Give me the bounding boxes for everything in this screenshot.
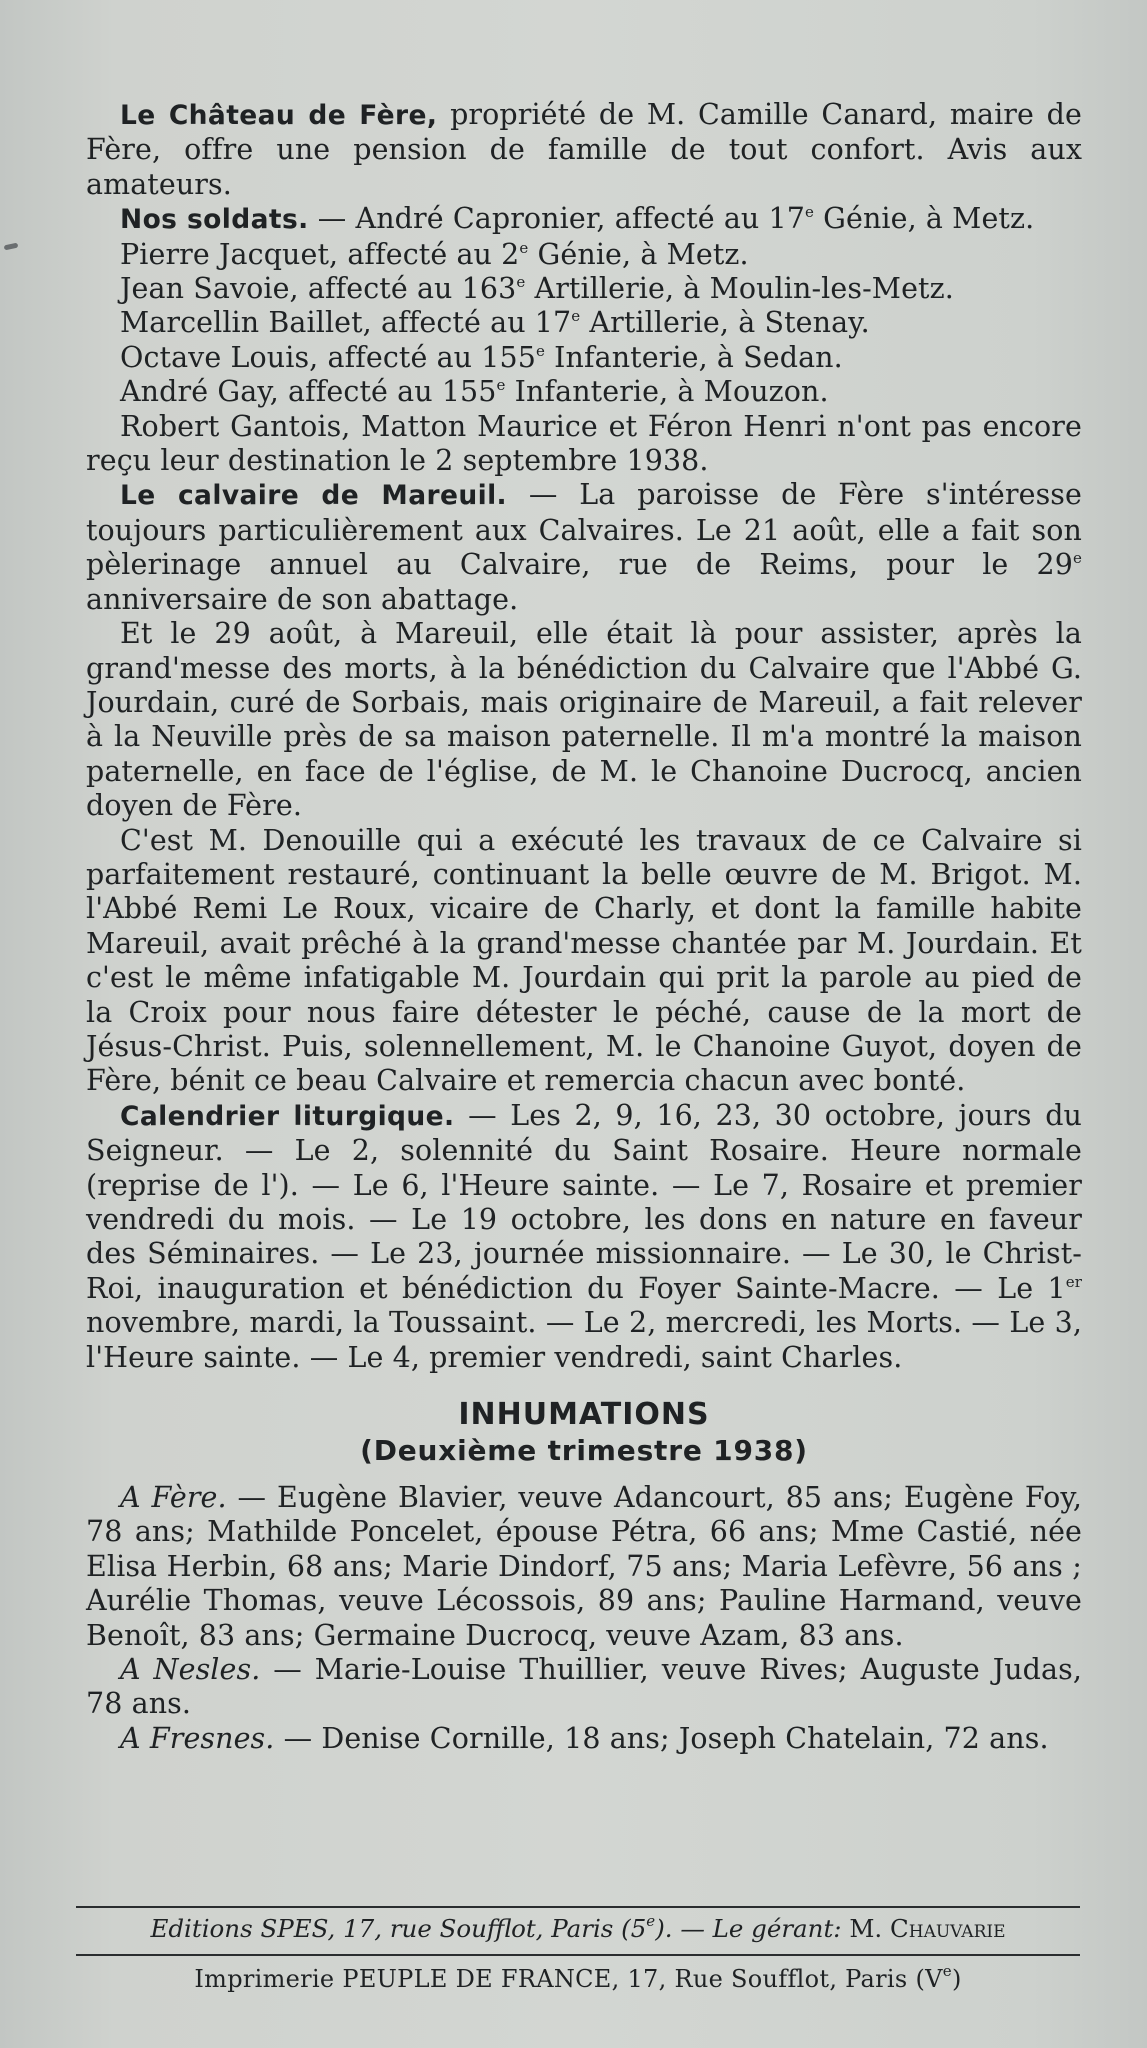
- soldier-sup: e: [571, 307, 581, 326]
- calendrier-text-a: — Les 2, 9, 16, 23, 30 octobre, jours du Seigneur. — Le 2, solennité du Saint Rosaire. Heure normale (reprise de l'). — Le 6, l'Heure sainte. — Le 7, Rosaire et premier vendredi du mois. — Le 19 octobre, les dons en nature en faveur des Séminaires. — Le 23, journée missionnaire. — Le 30, le Christ-Roi, inauguration et bénédiction du Foyer Sainte-Macre. — Le 1: [86, 1098, 1082, 1305]
- footer-editions-sup: e: [646, 1912, 656, 1930]
- footer-editions-end: ). — Le gérant:: [655, 1914, 842, 1943]
- calendrier-heading: Calendrier liturgique.: [120, 1100, 455, 1132]
- soldier-text: Artillerie, à Moulin-les-Metz.: [525, 272, 954, 306]
- soldier-text: Génie, à Metz.: [528, 237, 749, 271]
- soldats-heading: Nos soldats.: [120, 204, 309, 236]
- soldier-line: [86, 306, 1082, 340]
- footer-editions-text: Editions SPES, 17, rue Soufflot, Paris (5: [150, 1914, 647, 1943]
- calvaire-text-1b: anniversaire de son abattage.: [86, 582, 519, 616]
- calendrier-sup: er: [1065, 1272, 1082, 1291]
- inhumations-subtitle: (Deuxième trimestre 1938): [360, 1434, 808, 1468]
- soldier-sup: e: [516, 273, 526, 292]
- footer-imprimerie: [70, 1962, 1086, 1996]
- margin-mark: [4, 243, 19, 251]
- soldier-text: André Gay, affecté au 155: [120, 375, 497, 409]
- soldats-intro: — André Capronier, affecté au 17: [308, 202, 805, 236]
- soldats-intro-end: Génie, à Metz.: [813, 202, 1035, 236]
- soldier-line: [86, 341, 1082, 375]
- footer-imprimerie-text: Imprimerie PEUPLE DE FRANCE, 17, Rue Soufflot, Paris (V: [194, 1965, 943, 1993]
- calendrier-text-b: novembre, mardi, la Toussaint. — Le 2, mercredi, les Morts. — Le 3, l'Heure sainte. — Le 4, premier vendredi, saint Charles.: [86, 1306, 1082, 1374]
- soldier-text: Infanterie, à Sedan.: [544, 340, 843, 374]
- soldats-intro-sup: e: [805, 203, 814, 222]
- inhumation-text: — Eugène Blavier, veuve Adancourt, 85 ans; Eugène Foy, 78 ans; Mathilde Poncelet, épouse Pétra, 66 ans; Mme Castié, née Elisa Herbin, 68 ans; Marie Dindorf, 75 ans; Maria Lefèvre, 56 ans ; Aurélie Thomas, veuve Lécossois, 89 ans; Pauline Harmand, veuve Benoît, 83 ans; Germaine Ducrocq, veuve Azam, 83 ans.: [86, 1481, 1082, 1652]
- soldier-text: Octave Louis, affecté au 155: [120, 340, 536, 374]
- footer-imprimerie-end: ): [951, 1965, 962, 1993]
- inhumation-place: A Fresnes.: [120, 1721, 275, 1755]
- inhumation-place: A Nesles.: [120, 1653, 261, 1687]
- soldier-text: Pierre Jacquet, affecté au 2: [120, 237, 520, 271]
- footer-rule-bottom: [76, 1954, 1080, 1956]
- inhumation-entry: [86, 1481, 1082, 1653]
- inhumation-text: — Marie-Louise Thuillier, veuve Rives; Auguste Judas, 78 ans.: [86, 1653, 1082, 1721]
- soldier-text: Jean Savoie, affecté au 163: [120, 272, 517, 306]
- calendrier-paragraph: [86, 1099, 1082, 1375]
- inhumations-title: INHUMATIONS: [458, 1397, 710, 1433]
- footer-editions: [70, 1912, 1086, 1946]
- footer-gerant: M. Chauvarie: [849, 1914, 1006, 1943]
- footer-rule-top: [76, 1906, 1080, 1908]
- calvaire-paragraph-1: [86, 478, 1082, 617]
- soldats-paragraph: [86, 202, 1082, 237]
- calvaire-heading: Le calvaire de Mareuil.: [120, 480, 508, 512]
- soldats-closing: Robert Gantois, Matton Maurice et Féron Henri n'ont pas encore reçu leur destination le 2 septembre 1938.: [86, 409, 1082, 478]
- calvaire-sup: e: [1073, 549, 1082, 568]
- inhumation-place: A Fère.: [120, 1481, 227, 1515]
- soldier-text: Artillerie, à Stenay.: [580, 306, 870, 340]
- footer-imprimerie-sup: e: [942, 1962, 952, 1980]
- soldier-line: [86, 238, 1082, 272]
- calvaire-text-1a: — La paroisse de Fère s'intéresse toujours particulièrement aux Calvaires. Le 21 août, elle a fait son pèlerinage annuel au Calvaire, rue de Reims, pour le 29: [86, 478, 1082, 582]
- soldier-sup: e: [519, 238, 529, 257]
- soldier-sup: e: [496, 376, 506, 395]
- calvaire-paragraph-3: C'est M. Denouille qui a exécuté les travaux de ce Calvaire si parfaitement restauré, continuant la belle œuvre de M. Brigot. M. l'Abbé Remi Le Roux, vicaire de Charly, et dont la famille habite Mareuil, avait prêché à la grand'messe chantée par M. Jourdain. Et c'est le même infatigable M. Jourdain qui prit la parole au pied de la Croix pour nous faire détester le péché, cause de la mort de Jésus-Christ. Puis, solennellement, M. le Chanoine Guyot, doyen de Fère, bénit ce beau Calvaire et remercia chacun avec bonté.: [86, 823, 1082, 1098]
- chateau-paragraph: [86, 98, 1082, 202]
- inhumation-text: — Denise Cornille, 18 ans; Joseph Chatelain, 72 ans.: [274, 1721, 1049, 1755]
- main-column: [86, 98, 1082, 1756]
- chateau-heading: Le Château de Fère,: [120, 100, 438, 131]
- inhumation-entry: [86, 1722, 1082, 1756]
- soldier-text: Marcellin Baillet, affecté au 17: [120, 306, 572, 340]
- chateau-text: propriété de M. Camille Canard, maire de Fère, offre une pension de famille de tout confort. Avis aux amateurs.: [86, 98, 1082, 201]
- soldier-text: Infanterie, à Mouzon.: [505, 375, 829, 409]
- inhumation-entry: [86, 1653, 1082, 1722]
- calvaire-paragraph-2: Et le 29 août, à Mareuil, elle était là pour assister, après la grand'messe des morts, à la bénédiction du Calvaire que l'Abbé G. Jourdain, curé de Sorbais, mais originaire de Mareuil, a fait relever à la Neuville près de sa maison paternelle. Il m'a montré la maison paternelle, en face de l'église, de M. le Chanoine Ducrocq, ancien doyen de Fère.: [86, 617, 1082, 823]
- soldier-line: [86, 375, 1082, 409]
- soldier-line: [86, 272, 1082, 306]
- soldier-sup: e: [536, 341, 545, 360]
